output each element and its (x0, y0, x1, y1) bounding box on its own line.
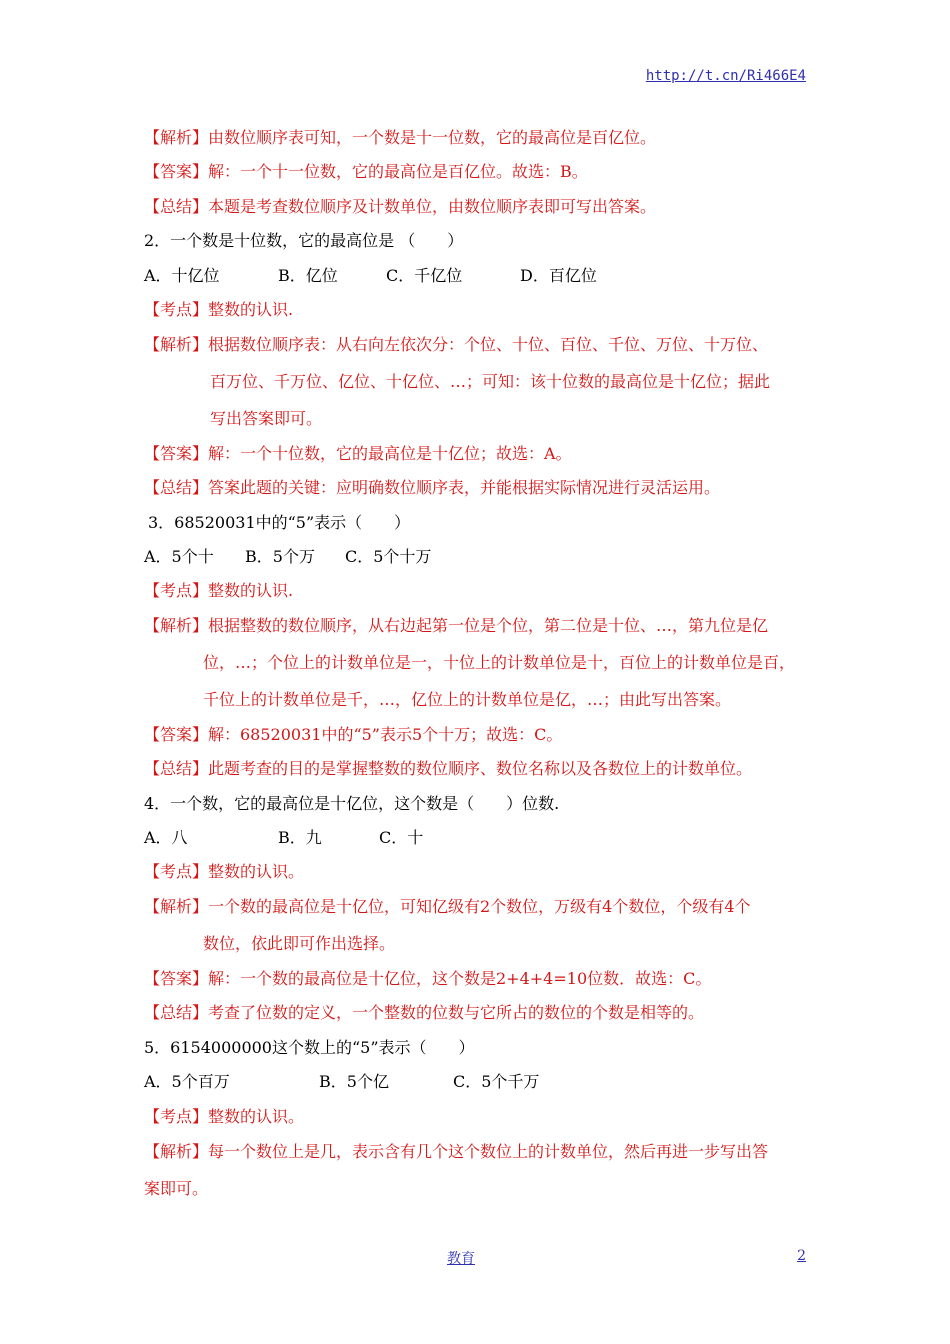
page-number[interactable]: 2 (797, 1248, 806, 1264)
q3-option-c: C．5个十万 (345, 547, 432, 566)
q2-option-c: C．千亿位 (386, 266, 463, 285)
q1-answer: 【答案】解：一个十一位数，它的最高位是百亿位。故选：B。 (144, 162, 588, 181)
q2-answer: 【答案】解：一个十位数，它的最高位是十亿位；故选：A。 (144, 444, 572, 463)
q2-point: 【考点】整数的认识. (144, 300, 294, 319)
header-link[interactable]: http://t.cn/Ri466E4 (645, 68, 806, 84)
q2-analysis-2: 百万位、千万位、亿位、十亿位、…；可知：该十位数的最高位是十亿位；据此 (210, 372, 771, 391)
q4-option-b: B．九 (278, 828, 322, 847)
q4-analysis-2: 数位，依此即可作出选择。 (203, 934, 396, 953)
q4-analysis-1: 【解析】一个数的最高位是十亿位，可知亿级有2个数位，万级有4个数位，个级有4个 (144, 897, 751, 916)
footer-link[interactable]: 教育 (447, 1251, 475, 1267)
q2-option-a: A．十亿位 (144, 266, 220, 285)
q2-analysis-3: 写出答案即可。 (210, 409, 323, 428)
q5-point: 【考点】整数的认识。 (144, 1107, 305, 1126)
q5-option-c: C．5个千万 (453, 1072, 540, 1091)
q3-summary: 【总结】此题考查的目的是掌握整数的数位顺序、数位名称以及各数位上的计数单位。 (144, 759, 753, 778)
q3-option-b: B．5个万 (245, 547, 315, 566)
q2-summary: 【总结】答案此题的关键：应明确数位顺序表，并能根据实际情况进行灵活运用。 (144, 478, 721, 497)
q2-stem: 2．一个数是十位数，它的最高位是 （ ） (144, 231, 464, 250)
q4-summary: 【总结】考查了位数的定义，一个整数的位数与它所占的数位的个数是相等的。 (144, 1003, 705, 1022)
q5-option-a: A．5个百万 (144, 1072, 230, 1091)
q5-analysis-2: 案即可。 (144, 1179, 209, 1198)
q5-stem: 5．6154000000这个数上的“5”表示（ ） (144, 1038, 475, 1057)
q3-analysis-3: 千位上的计数单位是千，…，亿位上的计数单位是亿，…；由此写出答案。 (203, 690, 732, 709)
q3-option-a: A．5个十 (144, 547, 214, 566)
q2-option-d: D．百亿位 (520, 266, 597, 285)
q3-analysis-2: 位，…；个位上的计数单位是一，十位上的计数单位是十，百位上的计数单位是百， (203, 653, 796, 672)
q1-summary: 【总结】本题是考查数位顺序及计数单位，由数位顺序表即可写出答案。 (144, 197, 657, 216)
q3-answer: 【答案】解：68520031中的“5”表示5个十万；故选：C。 (144, 725, 563, 744)
q1-analysis: 【解析】由数位顺序表可知，一个数是十一位数，它的最高位是百亿位。 (144, 128, 657, 147)
q4-option-c: C．十 (379, 828, 424, 847)
q3-analysis-1: 【解析】根据整数的数位顺序，从右边起第一位是个位，第二位是十位、…，第九位是亿 (144, 616, 769, 635)
q4-point: 【考点】整数的认识。 (144, 862, 305, 881)
q3-stem: 3．68520031中的“5”表示（ ） (148, 513, 411, 532)
q2-option-b: B．亿位 (278, 266, 338, 285)
q3-point: 【考点】整数的认识. (144, 581, 294, 600)
q2-analysis-1: 【解析】根据数位顺序表：从右向左依次分：个位、十位、百位、千位、万位、十万位、 (144, 335, 769, 354)
q5-analysis-1: 【解析】每一个数位上是几，表示含有几个这个数位上的计数单位，然后再进一步写出答 (144, 1142, 769, 1161)
q5-option-b: B．5个亿 (319, 1072, 389, 1091)
q4-stem: 4．一个数，它的最高位是十亿位，这个数是（ ）位数. (144, 794, 560, 813)
q4-option-a: A．八 (144, 828, 188, 847)
q4-answer: 【答案】解：一个数的最高位是十亿位，这个数是2+4+4=10位数．故选：C。 (144, 969, 712, 988)
